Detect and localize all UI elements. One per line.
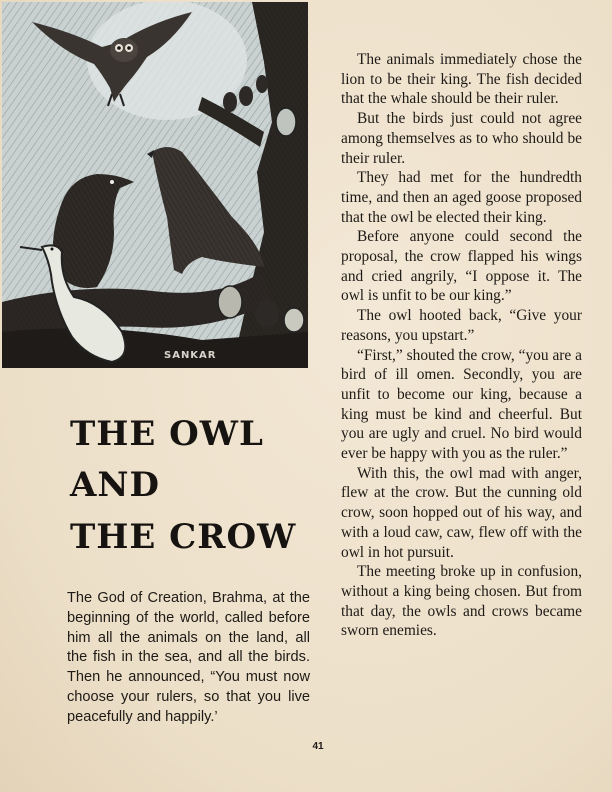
story-paragraph-3: They had met for the hundredth time, and then an aged goose proposed that the owl be elected their king. xyxy=(341,169,582,226)
birds-illustration xyxy=(2,2,308,368)
artist-signature: SANKAR xyxy=(164,350,217,361)
story-paragraph-6: “First,” shouted the crow, “you are a bird of ill omen. Secondly, you are unfit to become our king, because a king must be kind and cheerful. But you are ugly and cruel. No bird would ever be happy with you as the ruler.” xyxy=(341,346,582,463)
intro-paragraph-column xyxy=(67,589,310,728)
story-paragraph-8: The meeting broke up in confusion, without a king being chosen. But from that day, the owls and crows became sworn enemies. xyxy=(341,563,582,640)
story-paragraph-2: But the birds just could not agree among themselves as to who should be their ruler. xyxy=(341,110,582,167)
story-column xyxy=(341,50,582,641)
story-illustration xyxy=(2,2,308,368)
page-number: 41 xyxy=(312,741,324,752)
story-paragraph-4: Before anyone could second the proposal, the crow flapped his wings and cried angrily, “I oppose it. The owl is unfit to be our king.” xyxy=(341,228,582,305)
story-paragraph-5: The owl hooted back, “Give your reasons, you upstart.” xyxy=(341,307,582,344)
title-line-3: THE CROW xyxy=(70,517,297,557)
story-paragraph-1: The animals immediately chose the lion to be their king. The fish decided that the whale should be their ruler. xyxy=(341,51,582,108)
intro-paragraph: The God of Creation, Brahma, at the beginning of the world, called before him all the animals on the land, all the fish in the sea, and all the birds. Then he announced, “You must now choose your rulers, so that you live peacefully and happily.’ xyxy=(67,590,310,725)
title-line-1: THE OWL xyxy=(70,414,264,454)
story-paragraph-7: With this, the owl mad with anger, flew at the crow. But the cunning old crow, soon hopped out of his way, and with a loud caw, caw, flew off with the owl in hot pursuit. xyxy=(341,464,582,561)
title-line-2: AND xyxy=(70,465,160,505)
